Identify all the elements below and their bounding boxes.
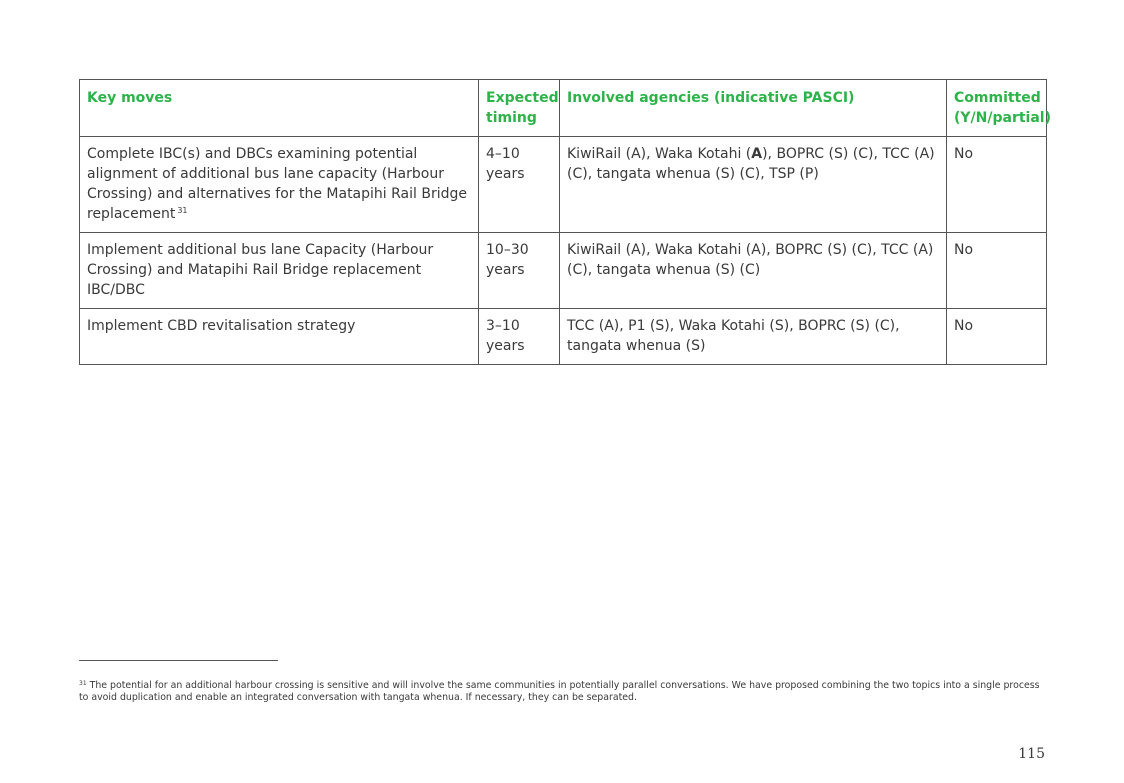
key-move-text: Complete IBC(s) and DBCs examining potential alignment of additional bus lane capacity (Harbour Crossing) and alternatives for the Matapihi Rail Bridge replacement [87,146,467,222]
footnote-divider [79,660,278,661]
agencies-cell: KiwiRail (A), Waka Kotahi (A), BOPRC (S) (C), TCC (A) (C), tangata whenua (S) (C) [560,233,947,309]
table-header-row [80,80,1047,137]
timing-cell: 10–30 years [479,233,560,309]
header-committed: Committed (Y/N/partial) [947,80,1047,137]
key-moves-table [79,79,1051,365]
key-move-cell: Implement CBD revitalisation strategy [80,309,479,365]
agencies-cell [560,137,947,233]
table-row [80,137,1047,233]
header-expected-timing: Expected timing [479,80,560,137]
footnote-text: The potential for an additional harbour crossing is sensitive and will involve the same communities in potentially parallel conversations. We have proposed combining the two topics into a single process to avoid duplication and enable an integrated conversation with tangata whenua. If necessary, they can be separated. [79,680,1040,703]
header-key-moves: Key moves [80,80,479,137]
committed-cell: No [947,137,1047,233]
page-number: 115 [1018,746,1045,762]
footnote [79,680,1049,704]
table-row [80,233,1047,309]
agencies-text-end: ), BOPRC (S) (C), TCC (A) (C), tangata whenua (S) (C), TSP (P) [567,146,935,182]
table-row [80,309,1047,365]
timing-cell: 4–10 years [479,137,560,233]
header-involved-agencies: Involved agencies (indicative PASCI) [560,80,947,137]
key-move-cell [80,137,479,233]
agencies-text-bold: A [751,146,763,162]
committed-cell: No [947,309,1047,365]
agencies-cell: TCC (A), P1 (S), Waka Kotahi (S), BOPRC (S) (C), tangata whenua (S) [560,309,947,365]
footnote-number: 31 [79,680,87,687]
footnote-ref: 31 [177,206,188,215]
key-move-cell: Implement additional bus lane Capacity (Harbour Crossing) and Matapihi Rail Bridge replacement IBC/DBC [80,233,479,309]
timing-cell: 3–10 years [479,309,560,365]
agencies-text-start: KiwiRail (A), Waka Kotahi ( [567,146,752,162]
committed-cell: No [947,233,1047,309]
